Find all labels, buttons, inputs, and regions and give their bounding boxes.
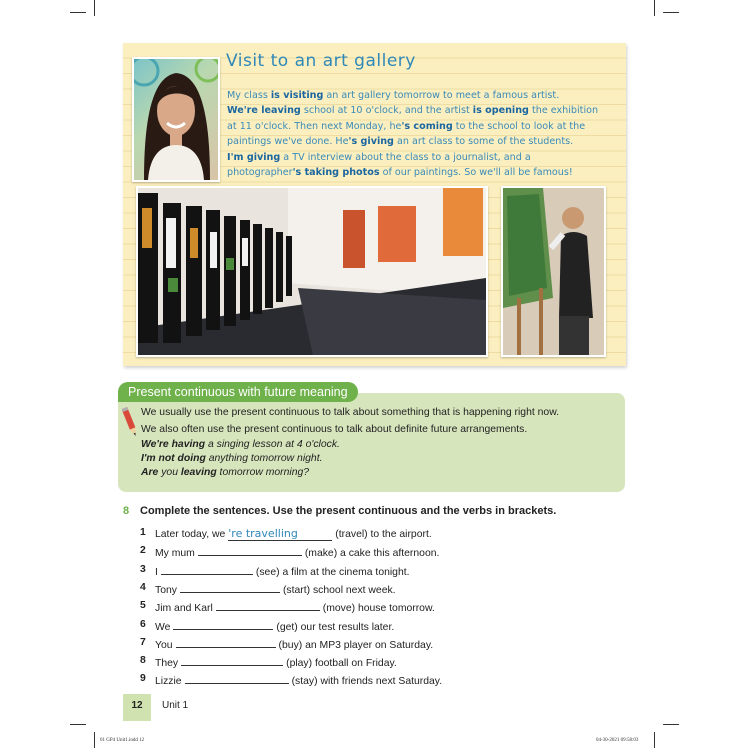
text-segment: a TV interview about the class to a journalist, and a [280,151,531,163]
text-segment: We usually use the present continuous to talk about something that is happening right now. [141,407,560,418]
artist-photo [501,186,606,357]
highlighted-verb: We're leaving [227,105,301,117]
crop-mark [70,12,86,13]
reading-title: Visit to an art gallery [226,51,416,71]
example-answer: 're travelling [228,527,298,540]
exercise-item [140,673,442,687]
reading-line [227,150,603,165]
item-number: 2 [140,545,146,557]
pencil-icon [122,405,138,444]
item-verb: (move) house tomorrow. [322,603,435,615]
exercise-number: 8 [123,505,130,517]
grammar-example [141,453,322,464]
reading-line [227,134,603,149]
highlighted-verb: 's coming [401,120,453,132]
slug-right: 04-30-2021 09:58:03 [596,738,639,743]
answer-blank[interactable] [161,564,253,575]
item-number: 9 [140,673,146,685]
text-segment: Are [141,467,159,478]
exercise-item [140,582,396,596]
item-verb: (stay) with friends next Saturday. [291,676,443,688]
text-segment: We also often use the present continuous to talk about definite future arrangements. [141,424,528,435]
text-segment: photographer [227,167,293,179]
item-number: 1 [140,527,146,538]
item-prompt: Later today, we [155,529,226,540]
exercise-instruction: Complete the sentences. Use the present continuous and the verbs in brackets. [140,505,557,517]
text-segment: to the school to look at the [452,120,586,132]
crop-mark [94,732,95,748]
text-segment: an art gallery tomorrow to meet a famous artist. [323,90,560,101]
item-prompt: Tony [155,584,177,596]
reading-line [227,119,603,134]
item-prompt: They [155,658,179,670]
reading-line [227,88,603,103]
grammar-rule [141,424,527,435]
crop-mark [94,0,95,16]
exercise-item [140,564,410,578]
exercise-item [140,600,435,614]
highlighted-verb: is opening [472,105,529,117]
item-prompt: My mum [155,548,195,560]
item-prompt: Lizzie [155,676,182,688]
item-prompt: You [155,639,173,651]
item-verb: (travel) to the airport. [335,529,432,540]
text-segment: leaving [180,467,217,478]
item-number: 5 [140,600,146,612]
page-number: 12 [131,700,143,711]
answer-blank[interactable] [198,545,302,556]
text-segment: a singing lesson at 4 o'clock. [205,439,340,450]
slug-left: 01 GP4 Unit1.indd 12 [100,738,145,743]
text-segment: I'm not doing [141,453,206,464]
item-verb: (play) football on Friday. [286,658,397,670]
item-verb: (get) our test results later. [276,621,395,633]
text-segment: at 11 o'clock. Then next Monday, he [227,120,402,132]
text-segment: you [158,467,181,478]
text-segment: We're having [141,439,206,450]
text-segment: paintings we've done. He [227,136,349,148]
item-prompt: I [155,566,158,578]
exercise-item [140,619,394,633]
girl-photo [132,57,220,182]
item-number: 7 [140,636,146,648]
answer-blank[interactable] [173,619,273,630]
exercise-item [140,545,439,559]
item-prompt: We [155,621,171,633]
answer-blank[interactable] [180,582,280,593]
item-verb: (buy) an MP3 player on Saturday. [278,639,434,651]
item-verb: (start) school next week. [282,584,396,596]
unit-label: Unit 1 [162,700,189,711]
item-number: 4 [140,581,146,593]
highlighted-verb: is visiting [270,90,324,101]
crop-mark [70,724,86,725]
highlighted-verb: 's giving [348,136,394,148]
reading-line [227,165,603,180]
answer-blank[interactable] [181,655,283,666]
crop-mark [654,0,655,16]
crop-mark [663,12,679,13]
text-segment: school at 10 o'clock, and the artist [300,105,473,117]
answer-blank[interactable] [216,600,320,611]
crop-mark [654,732,655,748]
item-verb: (make) a cake this afternoon. [304,548,440,560]
reading-text [227,88,603,180]
highlighted-verb: 's taking photos [292,167,380,179]
exercise-item [140,655,397,669]
answer-blank[interactable] [176,637,276,648]
grammar-heading: Present continuous with future meaning [118,382,358,402]
gallery-photo [136,186,488,357]
answer-blank[interactable] [185,673,289,684]
reading-line [227,103,603,118]
item-number: 8 [140,655,146,667]
grammar-rule [141,407,559,418]
grammar-example [141,439,340,450]
text-segment: an art class to some of the students. [393,136,574,148]
grammar-example [141,467,309,478]
text-segment: tomorrow morning? [216,467,310,478]
text-segment: My class [227,90,271,101]
item-verb: (see) a film at the cinema tonight. [255,566,410,578]
item-number: 6 [140,618,146,630]
text-segment: of our paintings. So we'll all be famous! [379,167,573,179]
item-prompt: Jim and Karl [155,603,213,615]
crop-mark [663,724,679,725]
exercise-item [140,527,432,541]
text-segment: anything tomorrow night. [205,453,323,464]
exercise-item [140,637,433,651]
text-segment: the exhibition [528,105,599,117]
item-number: 3 [140,563,146,575]
highlighted-verb: I'm giving [227,151,281,163]
answer-example [228,527,332,541]
